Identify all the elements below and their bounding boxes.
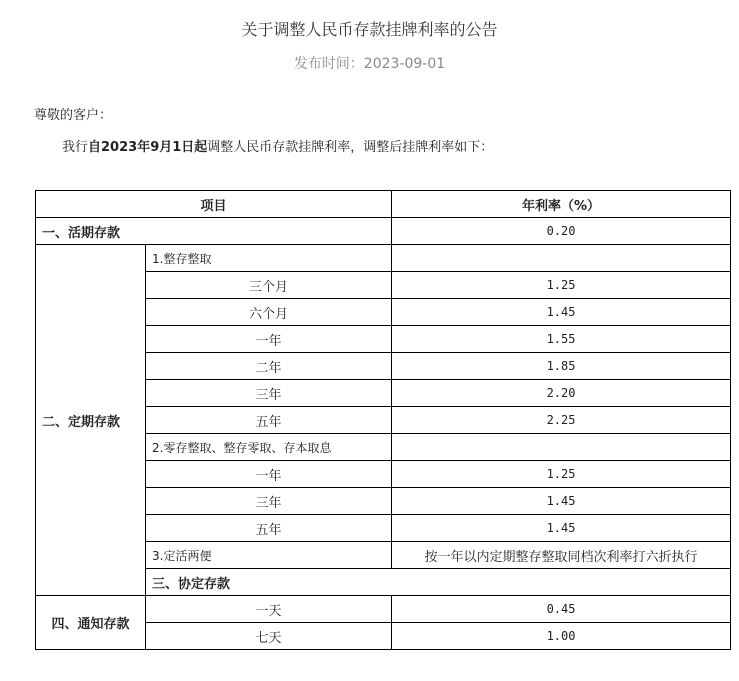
rate-table <box>35 190 731 650</box>
table-row <box>36 245 731 272</box>
rate-value: 1.00 <box>392 623 731 650</box>
header-item: 项目 <box>36 191 392 218</box>
subcategory-lump-sum: 1.整存整取 <box>146 245 392 272</box>
intro-effective-date: 自2023年9月1日起 <box>88 140 208 155</box>
rate-value: 1.25 <box>392 461 731 488</box>
term-label: 七天 <box>146 623 392 650</box>
table-row <box>36 596 731 623</box>
rate-value: 1.85 <box>392 353 731 380</box>
table-header-row <box>36 191 731 218</box>
category-time-deposit: 二、定期存款 <box>36 245 146 596</box>
header-rate: 年利率（%） <box>392 191 731 218</box>
rate-value: 1.25 <box>392 272 731 299</box>
rate-value-empty <box>392 434 731 461</box>
term-label: 一年 <box>146 326 392 353</box>
intro-text-start: 我行 <box>62 140 89 155</box>
page-title: 关于调整人民币存款挂牌利率的公告 <box>241 20 498 39</box>
term-label: 一天 <box>146 596 392 623</box>
term-label: 一年 <box>146 461 392 488</box>
subcategory-flexible: 3.定活两便 <box>146 542 392 569</box>
publish-date: 发布时间：2023-09-01 <box>293 56 446 72</box>
term-label: 二年 <box>146 353 392 380</box>
intro-text-end: 调整人民币存款挂牌利率，调整后挂牌利率如下： <box>207 140 494 155</box>
rate-value: 0.45 <box>392 596 731 623</box>
table-row-demand <box>36 218 731 245</box>
rate-value: 1.55 <box>392 326 731 353</box>
category-notice: 四、通知存款 <box>36 596 146 650</box>
term-label: 六个月 <box>146 299 392 326</box>
term-label: 五年 <box>146 407 392 434</box>
term-label: 三年 <box>146 380 392 407</box>
rate-value: 1.45 <box>392 488 731 515</box>
intro-paragraph <box>62 136 493 155</box>
rate-note: 按一年以内定期整存整取同档次利率打六折执行 <box>392 542 731 569</box>
rate-value: 0.20 <box>392 218 731 245</box>
rate-value: 1.45 <box>392 299 731 326</box>
rate-value-empty <box>392 245 731 272</box>
rate-value: 2.25 <box>392 407 731 434</box>
category-agreement: 三、协定存款 <box>146 569 731 596</box>
subcategory-installment: 2.零存整取、整存零取、存本取息 <box>146 434 392 461</box>
term-label: 五年 <box>146 515 392 542</box>
category-demand: 一、活期存款 <box>36 218 392 245</box>
rate-value: 2.20 <box>392 380 731 407</box>
greeting: 尊敬的客户： <box>34 108 113 123</box>
rate-value: 1.45 <box>392 515 731 542</box>
term-label: 三年 <box>146 488 392 515</box>
term-label: 三个月 <box>146 272 392 299</box>
